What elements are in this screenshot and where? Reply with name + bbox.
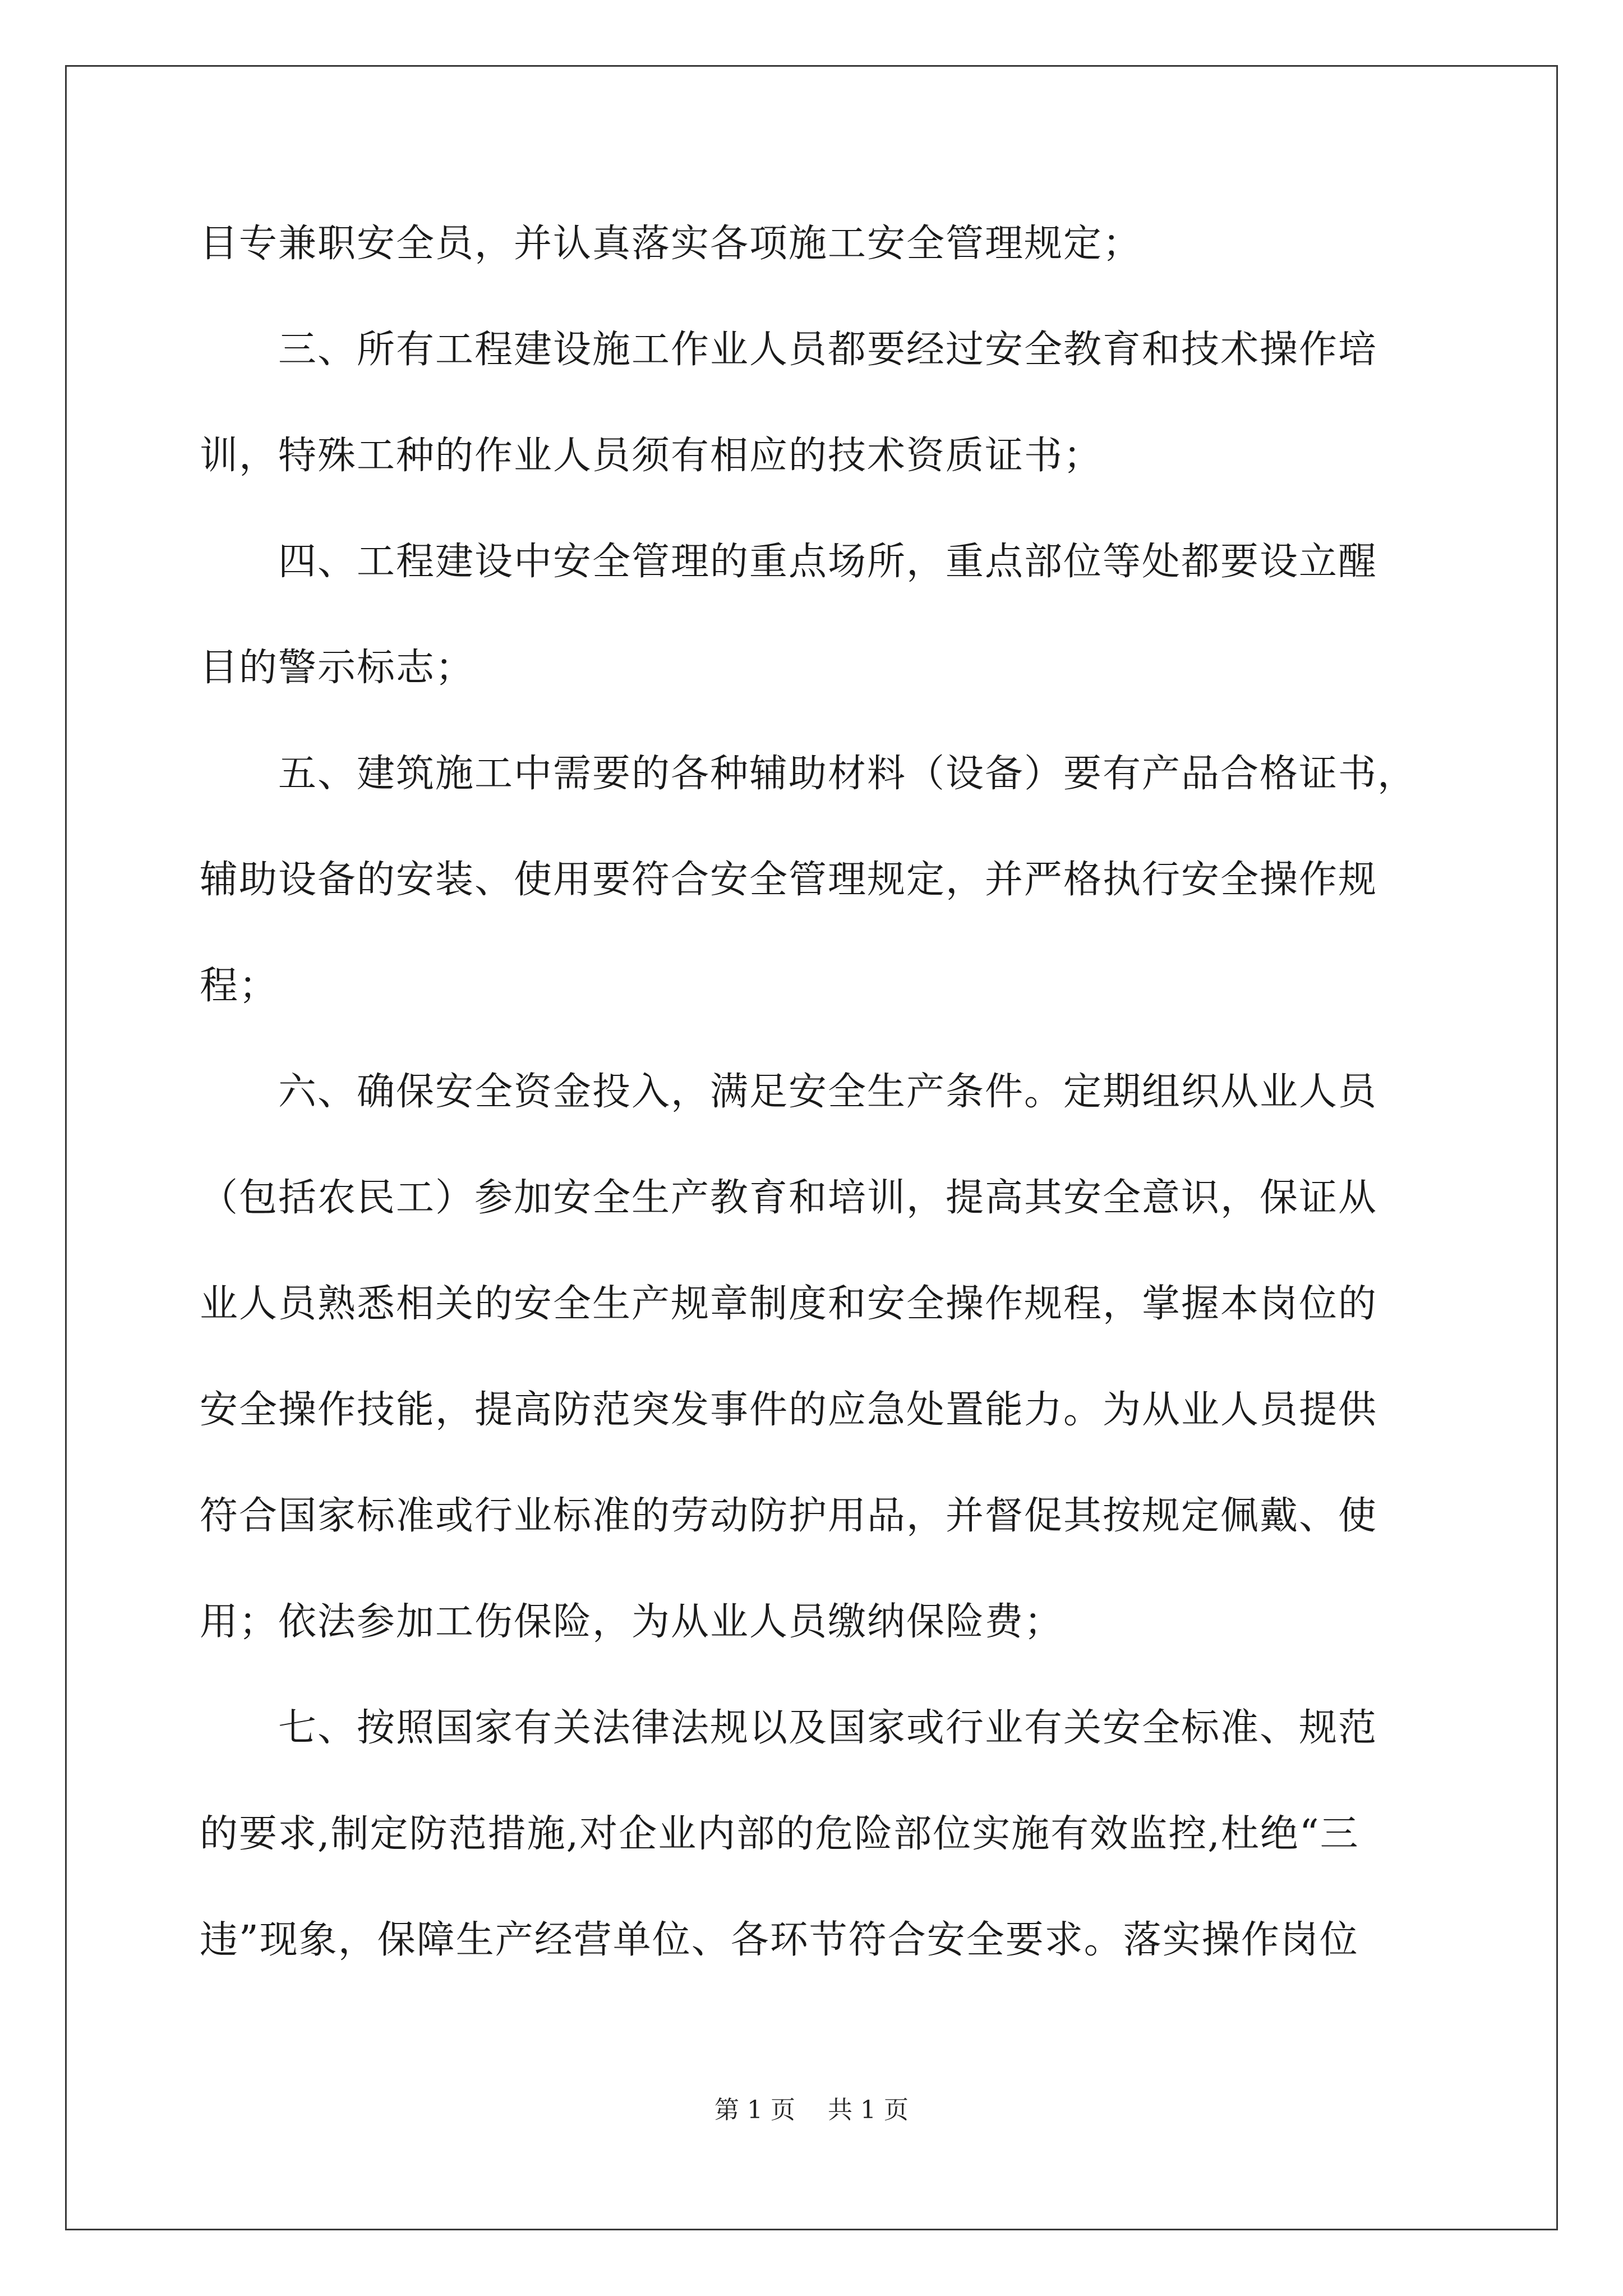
text-line: 的要求,制定防范措施,对企业内部的危险部位实施有效监控,杜绝“三 — [200, 1812, 1359, 1856]
text-line: 目的警示标志； — [200, 646, 475, 690]
text-line: 安全操作技能，提高防范突发事件的应急处置能力。为从业人员提供 — [200, 1388, 1378, 1432]
text-line: 目专兼职安全员，并认真落实各项施工安全管理规定； — [200, 222, 1142, 266]
text-line: 违”现象，保障生产经营单位、各环节符合安全要求。落实操作岗位 — [200, 1918, 1359, 1962]
text-line: （包括农民工）参加安全生产教育和培训，提高其安全意识，保证从 — [200, 1176, 1378, 1220]
text-line: 符合国家标准或行业标准的劳动防护用品，并督促其按规定佩戴、使 — [200, 1494, 1378, 1538]
text-line: 训，特殊工种的作业人员须有相应的技术资质证书； — [200, 434, 1103, 478]
text-line: 七、按照国家有关法律法规以及国家或行业有关安全标准、规范 — [200, 1706, 1378, 1750]
text-line: 六、确保安全资金投入，满足安全生产条件。定期组织从业人员 — [200, 1070, 1378, 1114]
text-line: 程； — [200, 964, 279, 1008]
text-line: 四、工程建设中安全管理的重点场所，重点部位等处都要设立醒 — [200, 540, 1378, 584]
page-number-footer: 第 1 页 共 1 页 — [714, 2096, 909, 2124]
text-line: 五、建筑施工中需要的各种辅助材料（设备）要有产品合格证书， — [200, 752, 1417, 796]
document-body — [200, 213, 1433, 2016]
text-line: 用；依法参加工伤保险，为从业人员缴纳保险费； — [200, 1600, 1064, 1644]
text-line: 三、所有工程建设施工作业人员都要经过安全教育和技术操作培 — [200, 328, 1378, 372]
text-line: 业人员熟悉相关的安全生产规章制度和安全操作规程，掌握本岗位的 — [200, 1282, 1378, 1326]
text-line: 辅助设备的安装、使用要符合安全管理规定，并严格执行安全操作规 — [200, 858, 1378, 902]
